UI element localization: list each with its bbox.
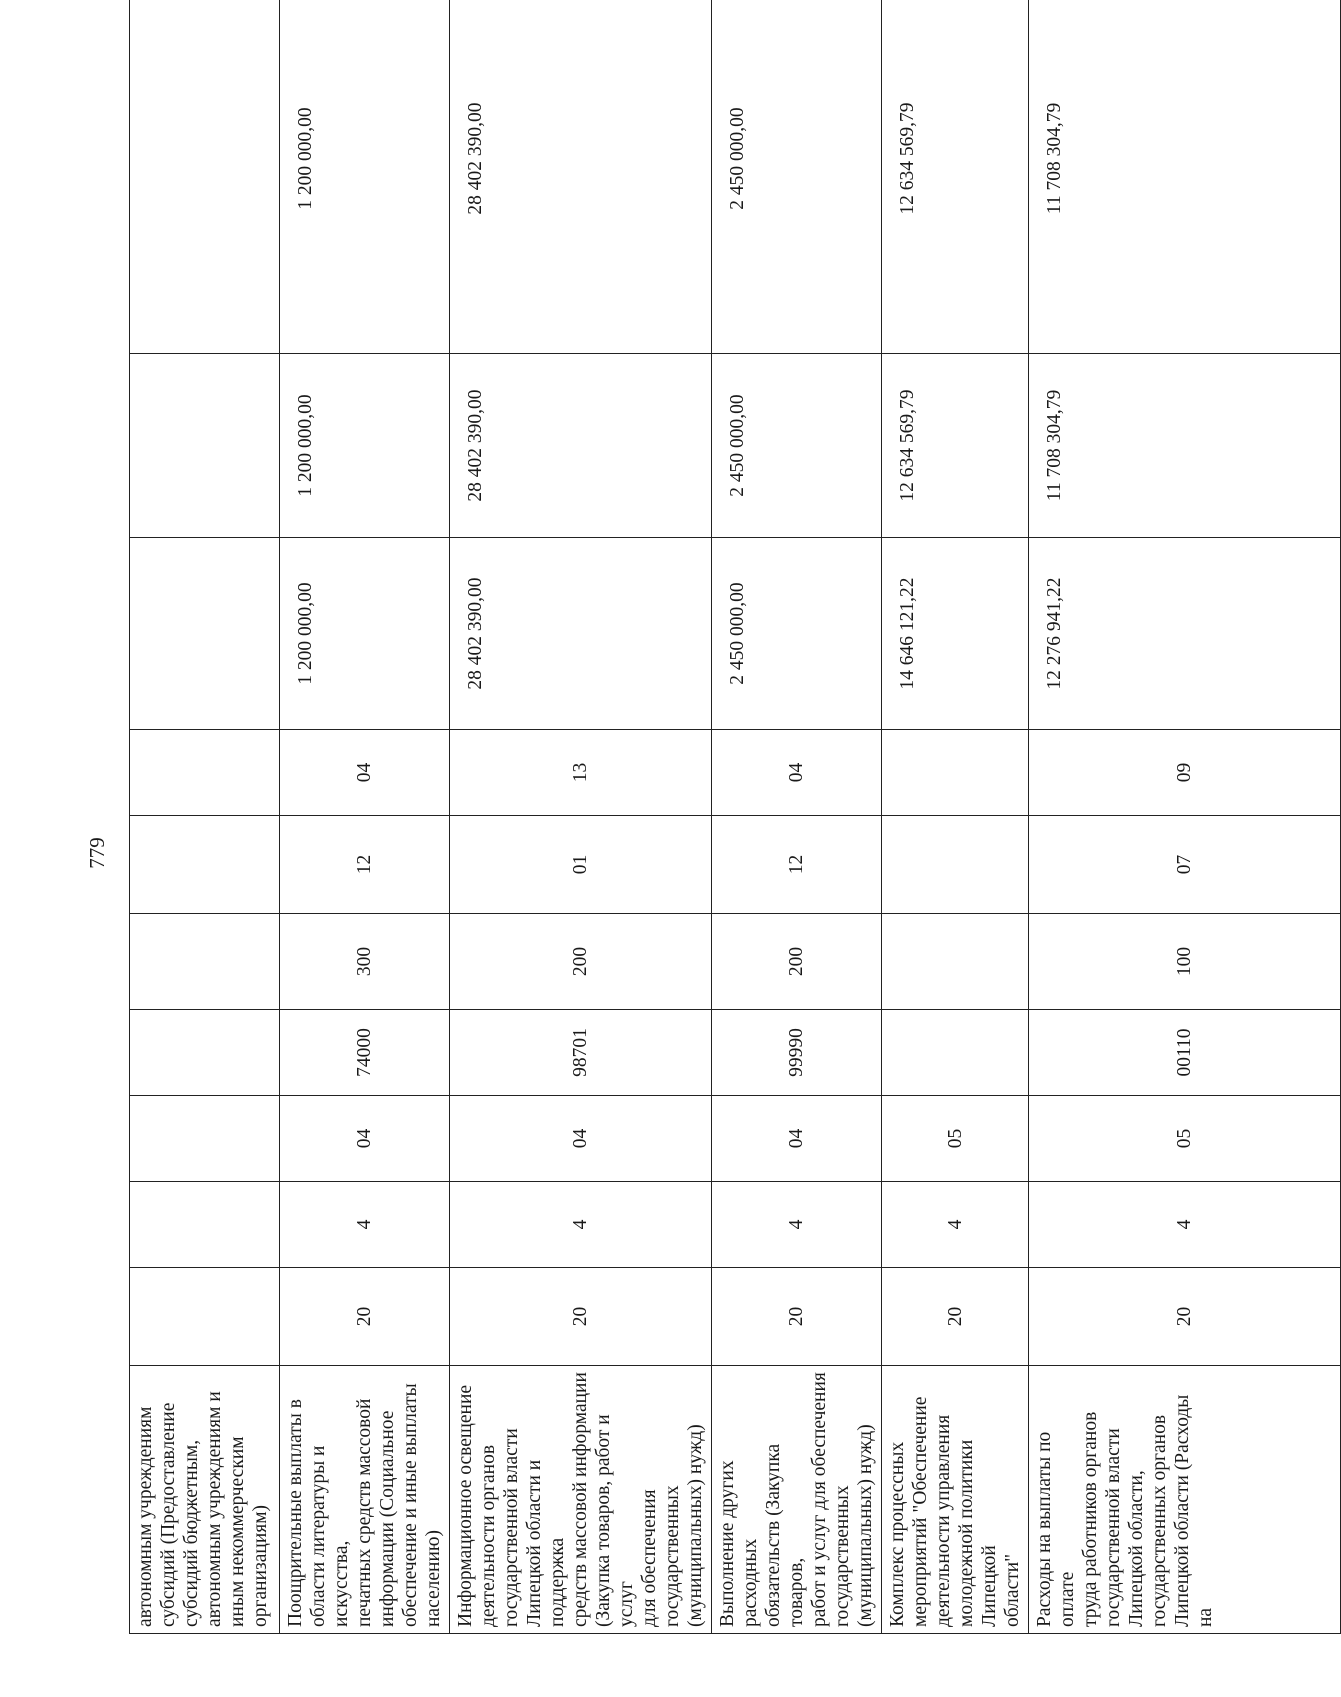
cell-glav: 20	[712, 1268, 882, 1366]
cell-expense-type	[130, 914, 280, 1010]
cell-subprogram: 04	[280, 1096, 450, 1182]
cell-expense-type: 200	[450, 914, 712, 1010]
page-number: 779	[85, 837, 109, 869]
table-row	[280, 0, 450, 1634]
cell-direction: 98701	[450, 1010, 712, 1096]
cell-sum-year1: 12 276 941,22	[1029, 538, 1341, 730]
cell-name: Информационное освещение деятельности органов государственной власти Липецкой области и поддержка средств массовой информации (Закупка товаров, работ и услуг для обеспечения государственных (муниципальных) нужд)	[450, 1366, 712, 1634]
cell-subsection	[882, 730, 1029, 816]
cell-name: Комплекс процессных мероприятий "Обеспечение деятельности управления молодежной политики Липецкой области"	[882, 1366, 1029, 1634]
cell-program: 4	[450, 1182, 712, 1268]
cell-glav	[130, 1268, 280, 1366]
table-row	[1029, 0, 1341, 1634]
cell-sum-year2: 12 634 569,79	[882, 354, 1029, 538]
cell-direction	[882, 1010, 1029, 1096]
cell-subprogram: 04	[712, 1096, 882, 1182]
cell-sum-year2	[130, 354, 280, 538]
table-row	[130, 0, 280, 1634]
cell-glav: 20	[280, 1268, 450, 1366]
cell-sum-year3: 12 634 569,79	[882, 0, 1029, 354]
budget-table	[129, 0, 1341, 1634]
cell-section: 07	[1029, 816, 1341, 914]
cell-subprogram	[130, 1096, 280, 1182]
cell-subprogram: 05	[882, 1096, 1029, 1182]
cell-section: 12	[280, 816, 450, 914]
cell-name: Расходы на выплаты по оплате труда работников органов государственной власти Липецкой области, государственных органов Липецкой области (Расходы на	[1029, 1366, 1341, 1634]
cell-sum-year3: 11 708 304,79	[1029, 0, 1341, 354]
cell-direction: 74000	[280, 1010, 450, 1096]
cell-sum-year1: 14 646 121,22	[882, 538, 1029, 730]
cell-section	[882, 816, 1029, 914]
cell-expense-type: 300	[280, 914, 450, 1010]
cell-glav: 20	[1029, 1268, 1341, 1366]
budget-table-container	[129, 64, 1216, 1634]
cell-sum-year3	[130, 0, 280, 354]
cell-subprogram: 05	[1029, 1096, 1341, 1182]
cell-expense-type: 100	[1029, 914, 1341, 1010]
cell-expense-type	[882, 914, 1029, 1010]
table-row	[882, 0, 1029, 1634]
cell-direction	[130, 1010, 280, 1096]
cell-program: 4	[1029, 1182, 1341, 1268]
cell-section	[130, 816, 280, 914]
cell-sum-year2: 1 200 000,00	[280, 354, 450, 538]
cell-sum-year1	[130, 538, 280, 730]
cell-glav: 20	[882, 1268, 1029, 1366]
table-row	[712, 0, 882, 1634]
cell-subprogram: 04	[450, 1096, 712, 1182]
cell-program: 4	[712, 1182, 882, 1268]
cell-name: Выполнение других расходных обязательств (Закупка товаров, работ и услуг для обеспечения государственных (муниципальных) нужд)	[712, 1366, 882, 1634]
cell-section: 12	[712, 816, 882, 914]
cell-sum-year2: 11 708 304,79	[1029, 354, 1341, 538]
cell-name: автономным учреждениям субсидий (Предоставление субсидий бюджетным, автономным учреждениям и иным некоммерческим организациям)	[130, 1366, 280, 1634]
cell-name: Поощрительные выплаты в области литературы и искусства, печатных средств массовой информации (Социальное обеспечение и иные выплаты населению)	[280, 1366, 450, 1634]
cell-sum-year1: 28 402 390,00	[450, 538, 712, 730]
cell-sum-year3: 2 450 000,00	[712, 0, 882, 354]
cell-subsection: 13	[450, 730, 712, 816]
table-row	[450, 0, 712, 1634]
cell-sum-year1: 2 450 000,00	[712, 538, 882, 730]
cell-direction: 00110	[1029, 1010, 1341, 1096]
cell-subsection: 04	[712, 730, 882, 816]
cell-glav: 20	[450, 1268, 712, 1366]
cell-direction: 99990	[712, 1010, 882, 1096]
cell-section: 01	[450, 816, 712, 914]
cell-expense-type: 200	[712, 914, 882, 1010]
cell-sum-year1: 1 200 000,00	[280, 538, 450, 730]
cell-sum-year2: 28 402 390,00	[450, 354, 712, 538]
cell-sum-year3: 1 200 000,00	[280, 0, 450, 354]
cell-sum-year2: 2 450 000,00	[712, 354, 882, 538]
cell-program: 4	[882, 1182, 1029, 1268]
cell-subsection: 04	[280, 730, 450, 816]
cell-subsection: 09	[1029, 730, 1341, 816]
cell-program	[130, 1182, 280, 1268]
cell-program: 4	[280, 1182, 450, 1268]
cell-subsection	[130, 730, 280, 816]
cell-sum-year3: 28 402 390,00	[450, 0, 712, 354]
